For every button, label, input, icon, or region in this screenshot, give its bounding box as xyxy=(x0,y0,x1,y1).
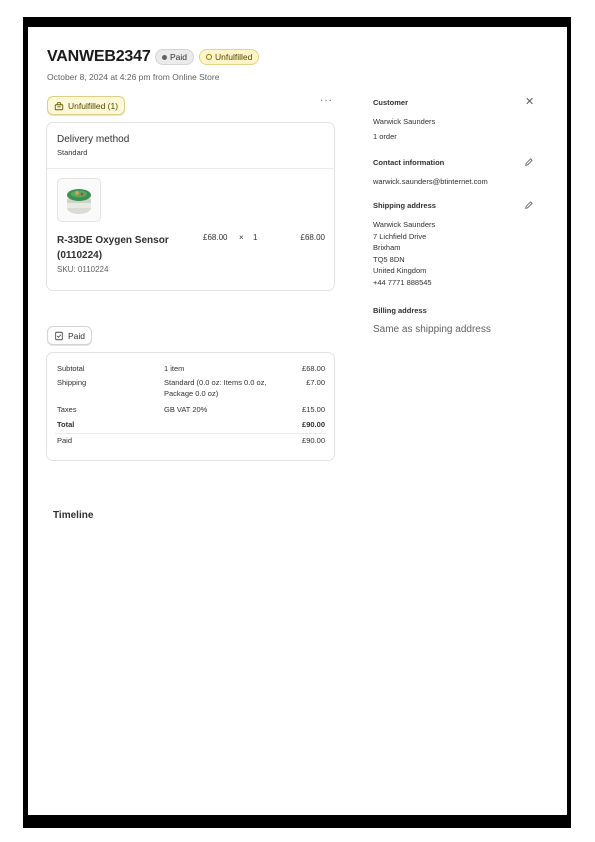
more-actions-button[interactable]: ··· xyxy=(320,95,333,106)
package-icon xyxy=(54,101,64,111)
receipt-icon xyxy=(54,331,64,341)
payment-status-label: Paid xyxy=(170,52,188,62)
paid-status-pill[interactable] xyxy=(47,326,92,345)
status-dot-icon xyxy=(162,55,167,60)
address-line: +44 7771 888545 xyxy=(373,277,432,287)
pencil-icon[interactable] xyxy=(524,200,534,210)
timeline-heading: Timeline xyxy=(53,510,94,521)
unfulfilled-status-pill[interactable] xyxy=(47,96,125,115)
address-line: Warwick Saunders xyxy=(373,220,436,229)
unfulfilled-status-label: Unfulfilled (1) xyxy=(68,100,119,111)
product-image xyxy=(58,179,100,221)
customer-name[interactable]: Warwick Saunders xyxy=(373,117,436,126)
paid-status-label: Paid xyxy=(68,330,86,341)
card-divider xyxy=(47,168,334,169)
pencil-icon[interactable] xyxy=(524,157,534,167)
summary-label: Paid xyxy=(57,436,73,445)
fulfillment-status-label: Unfulfilled xyxy=(215,52,253,62)
order-title: VANWEB2347 xyxy=(47,48,151,65)
summary-label: Shipping xyxy=(57,378,87,387)
billing-address: Same as shipping address xyxy=(373,324,491,335)
contact-heading: Contact information xyxy=(373,158,445,167)
unit-price: £68.00 xyxy=(203,233,228,242)
customer-email[interactable]: warwick.saunders@btinternet.com xyxy=(373,177,488,186)
delivery-method-title: Delivery method xyxy=(57,134,130,145)
summary-amount: £15.00 xyxy=(302,405,325,414)
summary-amount: £7.00 xyxy=(306,378,325,387)
billing-heading: Billing address xyxy=(373,306,427,315)
close-icon[interactable]: ✕ xyxy=(525,96,535,108)
shipping-heading: Shipping address xyxy=(373,201,436,210)
summary-amount: £90.00 xyxy=(302,436,325,445)
address-line: Brixham xyxy=(373,243,401,253)
shipping-address xyxy=(373,219,435,289)
product-sku: SKU: 0110224 xyxy=(57,265,109,274)
fulfillment-status-badge xyxy=(199,49,259,65)
customer-heading: Customer xyxy=(373,98,409,107)
address-line: TQ5 8DN xyxy=(373,254,405,264)
summary-label: Total xyxy=(57,420,75,429)
delivery-method-value: Standard xyxy=(57,148,88,157)
address-line: 7 Lichfield Drive xyxy=(373,231,427,241)
summary-amount: £68.00 xyxy=(302,364,325,373)
status-ring-icon xyxy=(206,54,212,60)
order-subtitle: October 8, 2024 at 4:26 pm from Online Store xyxy=(47,72,220,82)
address-line: United Kingdom xyxy=(373,266,427,276)
quantity-multiplier: × xyxy=(239,233,244,242)
payment-status-badge xyxy=(155,49,194,65)
fulfillment-card xyxy=(46,122,335,291)
product-name[interactable]: R-33DE Oxygen Sensor (0110224) xyxy=(57,235,169,261)
summary-detail: GB VAT 20% xyxy=(164,405,208,414)
product-thumbnail[interactable] xyxy=(57,178,101,222)
summary-divider xyxy=(55,433,326,434)
line-total: £68.00 xyxy=(300,233,325,242)
summary-detail: Standard (0.0 oz: Items 0.0 oz, Package 0.0 oz) xyxy=(164,378,267,398)
payment-summary-card xyxy=(46,352,335,461)
customer-orders[interactable]: 1 order xyxy=(373,132,397,141)
order-page xyxy=(28,27,567,815)
summary-label: Subtotal xyxy=(57,364,85,373)
summary-amount: £90.00 xyxy=(302,420,325,429)
summary-label: Taxes xyxy=(57,405,77,414)
quantity: 1 xyxy=(253,233,258,242)
summary-detail: 1 item xyxy=(164,364,185,373)
